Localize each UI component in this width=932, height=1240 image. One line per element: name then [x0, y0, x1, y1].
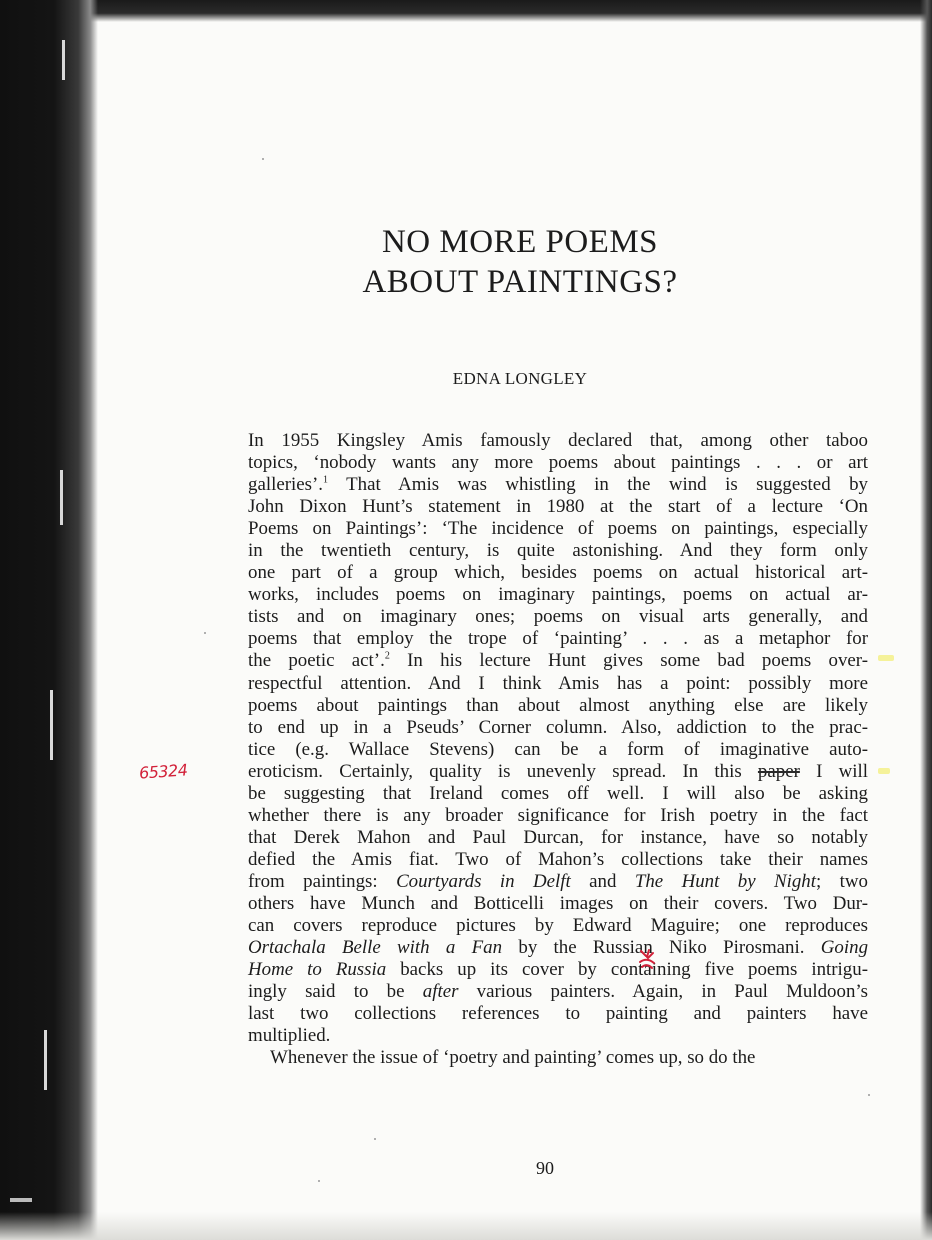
text-run: by the Russian Niko Pirosmani. — [502, 937, 821, 959]
work-title: Home to Russia — [248, 959, 387, 981]
work-title: The Hunt by Night — [634, 870, 816, 892]
text-run: backs up its cover by containing five poems intrigu- — [386, 959, 868, 981]
dust-speck — [868, 1094, 870, 1096]
text-line: last two collections references to painting and painters have — [248, 1003, 868, 1025]
text-line: multiplied. — [248, 1025, 331, 1047]
dust-speck — [318, 1180, 320, 1182]
text-line — [248, 937, 868, 959]
text-run: various painters. Again, in Paul Muldoon’s — [458, 981, 868, 1003]
text-run: ; two — [816, 870, 868, 892]
text-run: galleries’. — [248, 474, 323, 496]
text-line — [248, 871, 868, 893]
scan-right-edge — [920, 0, 932, 1240]
author-name: EDNA LONGLEY — [452, 369, 588, 388]
dust-speck — [374, 1138, 376, 1140]
text-line: tice (e.g. Wallace Stevens) can be a form of imaginative auto- — [248, 738, 868, 760]
work-title: Ortachala Belle with a Fan — [248, 937, 503, 959]
binding-mark — [44, 1030, 47, 1090]
text-run: I will — [799, 760, 868, 782]
text-line: to end up in a Pseuds’ Corner column. Also, addiction to the prac- — [248, 716, 868, 738]
highlighter-mark — [878, 768, 890, 774]
article-body — [248, 430, 868, 1069]
dust-speck — [204, 632, 206, 634]
binding-mark — [10, 1198, 32, 1202]
text-run: and — [570, 870, 635, 892]
work-title: Going — [820, 937, 869, 959]
text-line: others have Munch and Botticelli images on their covers. Two Dur- — [248, 892, 868, 914]
text-run: the poetic act’. — [248, 650, 385, 672]
text-line: one part of a group which, besides poems on actual historical art- — [248, 562, 868, 584]
text-line: tists and on imaginary ones; poems on visual arts generally, and — [248, 606, 868, 628]
emphasis: after — [422, 981, 459, 1003]
title-line-1: NO MORE POEMS — [381, 224, 659, 260]
text-line — [248, 474, 868, 496]
text-run: That Amis was whistling in the wind is suggested by — [328, 474, 868, 496]
footnote-ref-1: 1 — [323, 474, 328, 486]
text-line: be suggesting that Ireland comes off well. I will also be asking — [248, 782, 868, 804]
text-line: that Derek Mahon and Paul Durcan, for instance, have so notably — [248, 826, 868, 848]
paragraph-1 — [248, 430, 868, 1047]
text-line: poems about paintings than about almost anything else are likely — [248, 694, 868, 716]
text-run: ingly said to be — [248, 981, 423, 1003]
scan-top-edge — [0, 0, 932, 22]
page-number: 90 — [536, 1158, 554, 1178]
text-line: works, includes poems on imaginary paintings, poems on actual ar- — [248, 584, 868, 606]
red-ink-mark-icon — [637, 948, 657, 970]
text-line: defied the Amis fiat. Two of Mahon’s collections take their names — [248, 848, 868, 870]
text-line — [248, 959, 868, 981]
article-title — [290, 222, 750, 302]
text-run: from paintings: — [248, 870, 397, 892]
binding-mark — [50, 690, 53, 760]
text-line: Poems on Paintings’: ‘The incidence of poems on paintings, especially — [248, 518, 868, 540]
title-line-2: ABOUT PAINTINGS? — [362, 264, 678, 300]
text-line: John Dixon Hunt’s statement in 1980 at the start of a lecture ‘On — [248, 496, 868, 518]
struck-word: paper — [757, 760, 800, 782]
binding-mark — [62, 40, 65, 80]
text-line — [248, 981, 868, 1003]
text-run: eroticism. Certainly, quality is unevenly spread. In this — [248, 760, 758, 782]
scan-binding-edge — [0, 0, 98, 1240]
handwritten-margin-note: 65324 — [138, 760, 189, 783]
text-line — [248, 650, 868, 672]
binding-mark — [60, 470, 63, 525]
text-line: respectful attention. And I think Amis has a point: possibly more — [248, 672, 868, 694]
text-line: Whenever the issue of ‘poetry and painting’ comes up, so do the — [270, 1047, 756, 1069]
paragraph-2 — [248, 1047, 868, 1069]
text-line: whether there is any broader significance for Irish poetry in the fact — [248, 804, 868, 826]
text-line: In 1955 Kingsley Amis famously declared that, among other taboo — [248, 430, 868, 451]
text-line: in the twentieth century, is quite astonishing. And they form only — [248, 540, 868, 562]
text-run: In his lecture Hunt gives some bad poems over- — [389, 650, 868, 672]
text-line: poems that employ the trope of ‘painting’ . . . as a metaphor for — [248, 628, 868, 650]
highlighter-mark — [878, 655, 894, 661]
footnote-ref-2: 2 — [384, 651, 390, 663]
text-line — [248, 761, 868, 783]
scan-bottom-shadow — [0, 1212, 932, 1240]
text-line: topics, ‘nobody wants any more poems about paintings . . . or art — [248, 452, 868, 474]
dust-speck — [262, 158, 264, 160]
work-title: Courtyards in Delft — [396, 870, 571, 892]
text-line: can covers reproduce pictures by Edward Maguire; one reproduces — [248, 915, 868, 937]
